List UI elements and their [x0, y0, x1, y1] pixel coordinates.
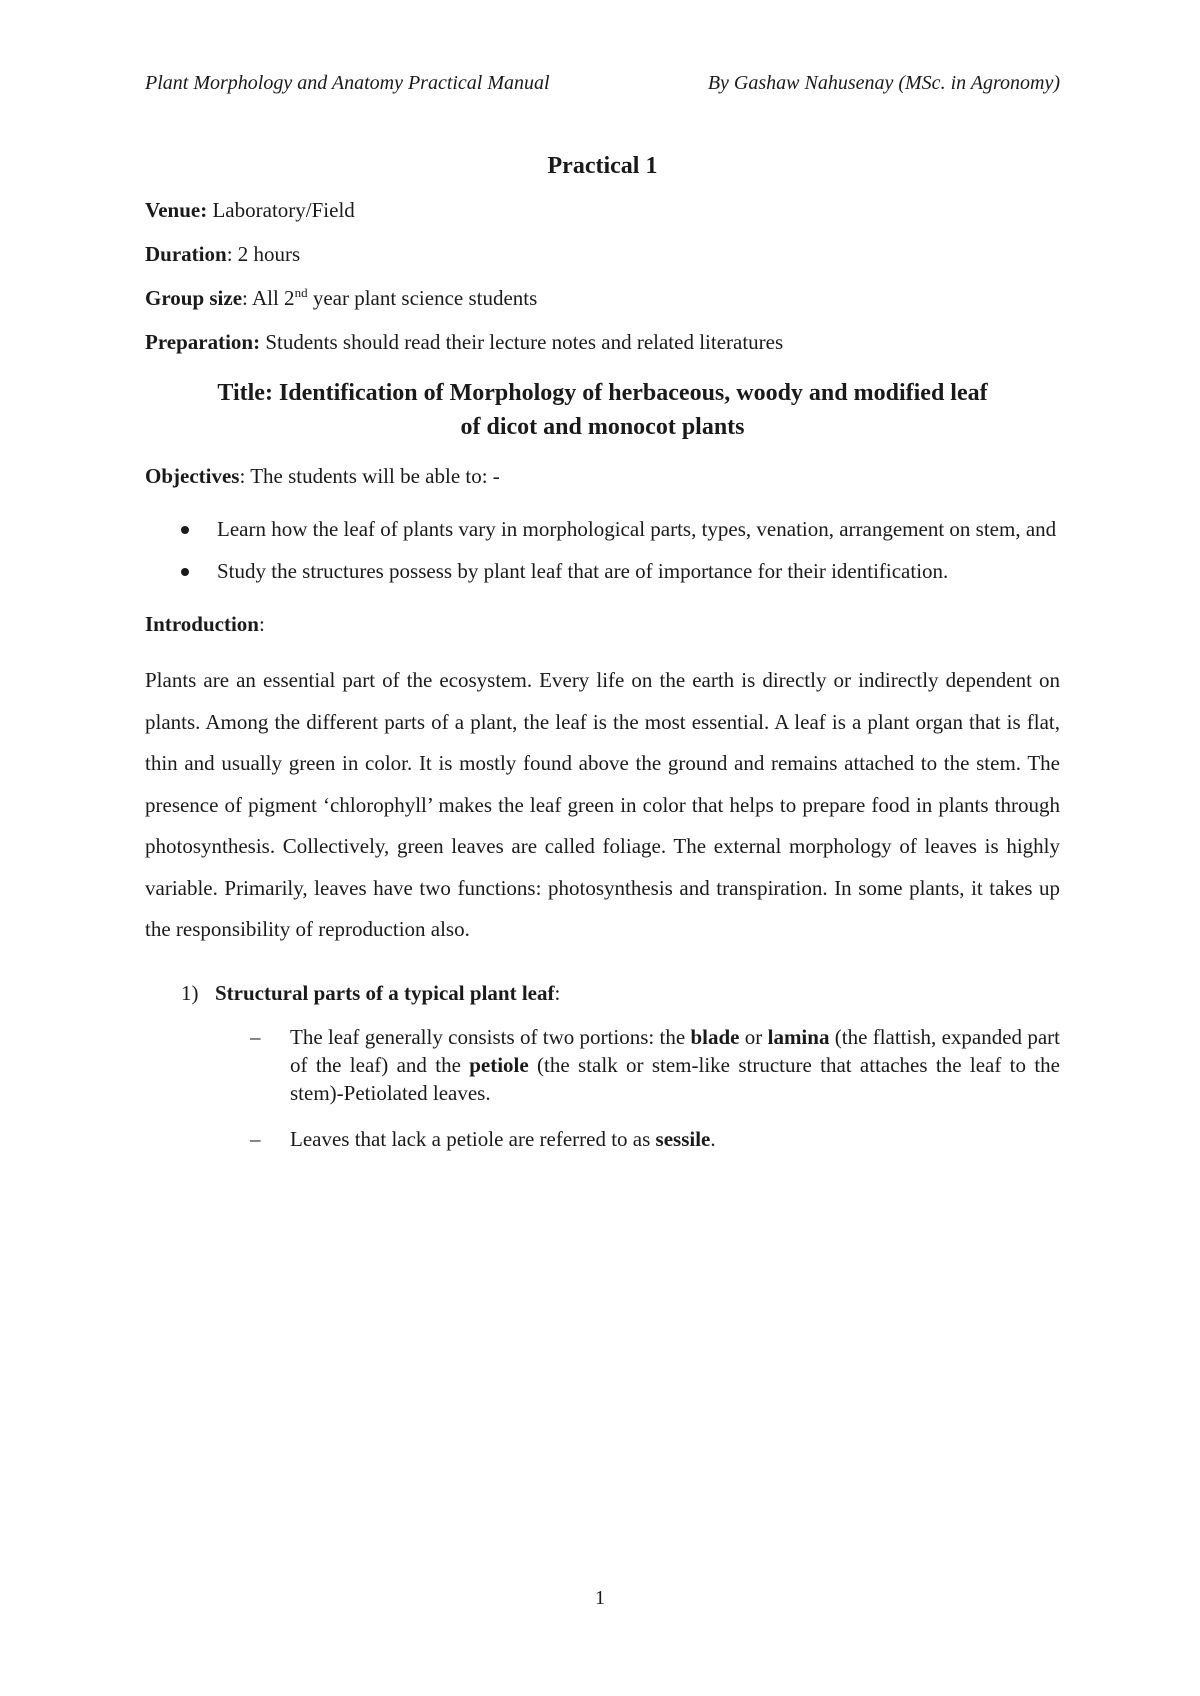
duration-line	[145, 232, 1060, 276]
title-line-1: Title: Identification of Morphology of herbaceous, woody and modified leaf	[217, 380, 988, 406]
list-item	[145, 1125, 1060, 1153]
term-blade: blade	[690, 1024, 740, 1049]
list-item	[145, 1023, 1060, 1107]
item-text: or	[739, 1024, 768, 1049]
section-number: 1)	[181, 980, 199, 1005]
document-title	[145, 376, 1060, 444]
preparation-value: Students should read their lecture notes and related literatures	[260, 330, 784, 354]
group-size-label: Group size	[145, 286, 243, 310]
duration-value: : 2 hours	[226, 242, 301, 266]
objectives-label: Objectives	[145, 464, 240, 488]
group-size-sup: nd	[294, 285, 308, 300]
objectives-text: : The students will be able to: -	[239, 464, 500, 488]
section-1-heading	[145, 971, 1060, 1015]
introduction-paragraph: Plants are an essential part of the ecosystem. Every life on the earth is directly or indirectly dependent on plants. Among the different parts of a plant, the leaf is the most essential. A leaf is a plant organ that is flat, thin and usually green in color. It is mostly found above the ground and remains attached to the stem. The presence of pigment ‘chlorophyll’ makes the leaf green in color that helps to prepare food in plants through photosynthesis. Collectively, green leaves are called foliage. The external morphology of leaves is highly variable. Primarily, leaves have two functions: photosynthesis and transpiration. In some plants, it takes up the responsibility of reproduction also.	[145, 668, 1060, 941]
item-text: The leaf generally consists of two portions: the	[290, 1024, 691, 1049]
header-right: By Gashaw Nahusenay (MSc. in Agronomy)	[707, 72, 1060, 94]
dash-icon: –	[250, 1126, 261, 1151]
page-number: 1	[595, 1587, 605, 1609]
item-text: (the stalk or stem-like structure that attaches the leaf to the stem)-Petiolated leaves.	[290, 1052, 1060, 1105]
item-text: (the flattish, expanded part of the leaf) and the	[290, 1024, 1060, 1077]
list-item	[145, 550, 1060, 592]
title-line-2: of dicot and monocot plants	[460, 414, 745, 440]
dash-icon: –	[250, 1024, 261, 1049]
group-size-rest: year plant science students	[307, 286, 538, 310]
section-title: Structural parts of a typical plant leaf	[215, 980, 555, 1005]
section-1-list	[145, 1023, 1060, 1153]
term-sessile: sessile	[655, 1126, 711, 1151]
running-header	[145, 72, 1060, 95]
introduction-heading	[145, 602, 1060, 646]
group-size-value: : All 2	[242, 286, 295, 310]
header-left: Plant Morphology and Anatomy Practical Manual	[145, 72, 550, 94]
introduction-colon: :	[258, 612, 265, 636]
term-lamina: lamina	[767, 1024, 830, 1049]
objective-text: Learn how the leaf of plants vary in morphological parts, types, venation, arrangement on stem, and	[217, 517, 1057, 541]
practical-title: Practical 1	[547, 153, 658, 179]
duration-label: Duration	[145, 242, 227, 266]
group-size-line	[145, 276, 1060, 320]
page-content	[145, 144, 1060, 1171]
venue-value: Laboratory/Field	[207, 198, 355, 222]
objectives-list	[145, 508, 1060, 592]
objective-text: Study the structures possess by plant leaf that are of importance for their identification.	[217, 559, 949, 583]
preparation-label: Preparation:	[145, 330, 261, 354]
bullet-icon	[181, 568, 189, 576]
list-item	[145, 508, 1060, 550]
introduction-label: Introduction	[145, 612, 259, 636]
bullet-icon	[181, 526, 189, 534]
item-text: .	[710, 1126, 716, 1151]
preparation-line	[145, 320, 1060, 364]
venue-line	[145, 188, 1060, 232]
term-petiole: petiole	[469, 1052, 529, 1077]
venue-label: Venue:	[145, 198, 208, 222]
item-text: Leaves that lack a petiole are referred to as	[290, 1126, 656, 1151]
section-colon: :	[554, 980, 561, 1005]
objectives-line	[145, 454, 1060, 498]
